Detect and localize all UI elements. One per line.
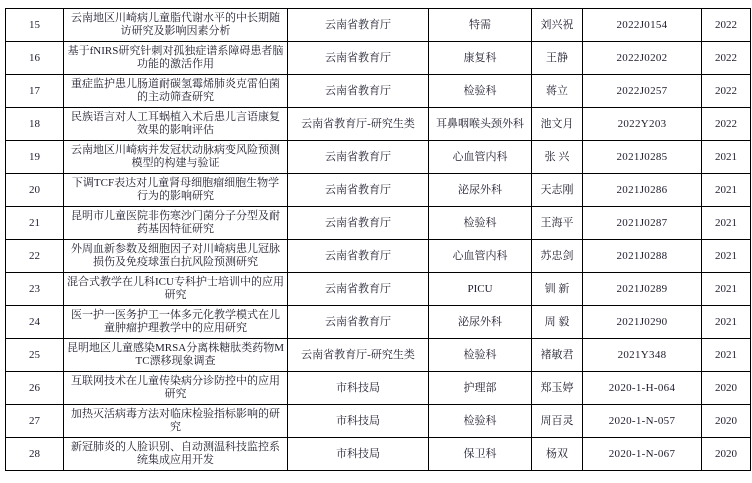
cell-project_no: 2020-1-N-057 — [583, 405, 702, 438]
cell-project_no: 2022J0154 — [583, 9, 702, 42]
cell-project_no: 2021J0286 — [583, 174, 702, 207]
table-row — [6, 240, 751, 273]
cell-dept: 护理部 — [429, 372, 532, 405]
cell-dept: 特需 — [429, 9, 532, 42]
cell-year: 2022 — [702, 108, 751, 141]
cell-org: 云南省教育厅 — [288, 75, 429, 108]
table-row — [6, 75, 751, 108]
cell-org: 云南省教育厅 — [288, 174, 429, 207]
table-row — [6, 339, 751, 372]
cell-no: 26 — [6, 372, 64, 405]
cell-project_no: 2022J0257 — [583, 75, 702, 108]
cell-name: 周 毅 — [532, 306, 583, 339]
cell-project_no: 2021J0290 — [583, 306, 702, 339]
cell-year: 2021 — [702, 174, 751, 207]
cell-project_no: 2022J0202 — [583, 42, 702, 75]
cell-project_no: 2022Y203 — [583, 108, 702, 141]
table-row — [6, 207, 751, 240]
cell-name: 王海平 — [532, 207, 583, 240]
cell-title: 重症监护患儿肠道耐碳氢霉烯肺炎克雷伯菌的主动筛查研究 — [64, 75, 288, 108]
cell-year: 2021 — [702, 207, 751, 240]
cell-org: 云南省教育厅 — [288, 273, 429, 306]
cell-title: 新冠肺炎的人脸识别、自动测温科技监控系统集成应用开发 — [64, 438, 288, 471]
cell-org: 市科技局 — [288, 372, 429, 405]
cell-project_no: 2021J0287 — [583, 207, 702, 240]
cell-dept: 耳鼻咽喉头颈外科 — [429, 108, 532, 141]
cell-dept: 心血管内科 — [429, 141, 532, 174]
cell-year: 2022 — [702, 42, 751, 75]
cell-dept: 检验科 — [429, 339, 532, 372]
cell-org: 云南省教育厅 — [288, 9, 429, 42]
cell-year: 2021 — [702, 339, 751, 372]
cell-no: 22 — [6, 240, 64, 273]
cell-dept: PICU — [429, 273, 532, 306]
cell-name: 王静 — [532, 42, 583, 75]
cell-title: 昆明市儿童医院非伤寒沙门菌分子分型及耐药基因特征研究 — [64, 207, 288, 240]
cell-no: 23 — [6, 273, 64, 306]
cell-title: 基于fNIRS研究针刺对孤独症谱系障碍患者脑功能的激活作用 — [64, 42, 288, 75]
cell-no: 24 — [6, 306, 64, 339]
cell-dept: 心血管内科 — [429, 240, 532, 273]
cell-year: 2021 — [702, 306, 751, 339]
cell-org: 云南省教育厅 — [288, 207, 429, 240]
cell-project_no: 2021J0289 — [583, 273, 702, 306]
cell-name: 苏忠剑 — [532, 240, 583, 273]
cell-no: 15 — [6, 9, 64, 42]
table-body — [6, 9, 751, 471]
cell-project_no: 2020-1-H-064 — [583, 372, 702, 405]
cell-name: 刘兴祝 — [532, 9, 583, 42]
cell-name: 天志刚 — [532, 174, 583, 207]
cell-no: 17 — [6, 75, 64, 108]
cell-dept: 康复科 — [429, 42, 532, 75]
cell-org: 市科技局 — [288, 438, 429, 471]
cell-org: 云南省教育厅 — [288, 306, 429, 339]
cell-org: 云南省教育厅 — [288, 42, 429, 75]
cell-title: 下调TCF表达对儿童肾母细胞瘤细胞生物学行为的影响研究 — [64, 174, 288, 207]
cell-dept: 检验科 — [429, 75, 532, 108]
cell-project_no: 2021J0285 — [583, 141, 702, 174]
cell-name: 蒋立 — [532, 75, 583, 108]
cell-no: 25 — [6, 339, 64, 372]
cell-year: 2020 — [702, 405, 751, 438]
cell-year: 2020 — [702, 438, 751, 471]
cell-org: 云南省教育厅 — [288, 141, 429, 174]
cell-title: 加热灭活病毒方法对临床检验指标影响的研究 — [64, 405, 288, 438]
table-row — [6, 9, 751, 42]
cell-name: 杨双 — [532, 438, 583, 471]
cell-org: 云南省教育厅 — [288, 240, 429, 273]
cell-title: 互联网技术在儿童传染病分诊防控中的应用研究 — [64, 372, 288, 405]
cell-no: 21 — [6, 207, 64, 240]
cell-project_no: 2020-1-N-067 — [583, 438, 702, 471]
cell-dept: 检验科 — [429, 405, 532, 438]
table-row — [6, 438, 751, 471]
table-row — [6, 372, 751, 405]
cell-title: 民族语言对人工耳蜗植入术后患儿言语康复效果的影响评估 — [64, 108, 288, 141]
cell-no: 18 — [6, 108, 64, 141]
cell-project_no: 2021Y348 — [583, 339, 702, 372]
cell-no: 19 — [6, 141, 64, 174]
cell-year: 2020 — [702, 372, 751, 405]
projects-table — [5, 8, 751, 471]
table-row — [6, 42, 751, 75]
cell-name: 池文月 — [532, 108, 583, 141]
cell-year: 2022 — [702, 9, 751, 42]
cell-dept: 泌尿外科 — [429, 306, 532, 339]
cell-org: 市科技局 — [288, 405, 429, 438]
cell-name: 褚敏君 — [532, 339, 583, 372]
cell-name: 钏 新 — [532, 273, 583, 306]
cell-no: 20 — [6, 174, 64, 207]
cell-year: 2021 — [702, 240, 751, 273]
cell-dept: 泌尿外科 — [429, 174, 532, 207]
table-row — [6, 273, 751, 306]
cell-name: 周百灵 — [532, 405, 583, 438]
cell-title: 医一护一医务护工一体多元化教学模式在儿童肿瘤护理教学中的应用研究 — [64, 306, 288, 339]
table-row — [6, 174, 751, 207]
cell-dept: 保卫科 — [429, 438, 532, 471]
cell-org: 云南省教育厅-研究生类 — [288, 339, 429, 372]
cell-no: 28 — [6, 438, 64, 471]
cell-title: 云南地区川崎病并发冠状动脉病变风险预测模型的构建与验证 — [64, 141, 288, 174]
cell-title: 外周血新参数及细胞因子对川崎病患儿冠脉损伤及免疫球蛋白抗风险预测研究 — [64, 240, 288, 273]
cell-title: 混合式教学在儿科ICU专科护士培训中的应用研究 — [64, 273, 288, 306]
table-row — [6, 405, 751, 438]
cell-no: 16 — [6, 42, 64, 75]
cell-no: 27 — [6, 405, 64, 438]
cell-name: 郑玉婷 — [532, 372, 583, 405]
cell-dept: 检验科 — [429, 207, 532, 240]
cell-title: 昆明地区儿童感染MRSA分离株糖肽类药物MTC漂移现象调查 — [64, 339, 288, 372]
cell-year: 2021 — [702, 273, 751, 306]
cell-project_no: 2021J0288 — [583, 240, 702, 273]
table-row — [6, 108, 751, 141]
table-row — [6, 141, 751, 174]
cell-title: 云南地区川崎病儿童脂代谢水平的中长期随访研究及影响因素分析 — [64, 9, 288, 42]
cell-name: 张 兴 — [532, 141, 583, 174]
cell-year: 2021 — [702, 141, 751, 174]
table-row — [6, 306, 751, 339]
cell-year: 2022 — [702, 75, 751, 108]
cell-org: 云南省教育厅-研究生类 — [288, 108, 429, 141]
